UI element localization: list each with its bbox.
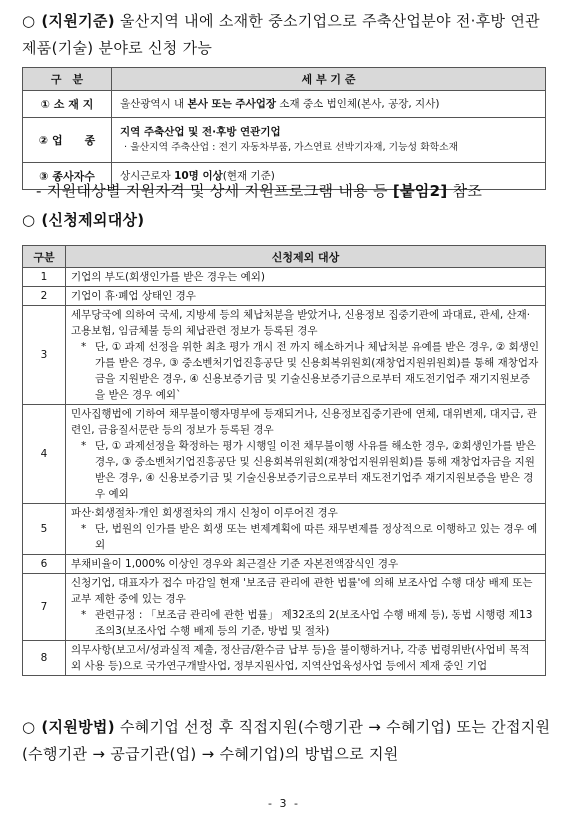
row-note: * 단, ① 과제 선정을 위한 최초 평가 개시 전 까지 해소하거나 체납처분 유예를 받은 경우, ② 회생인가를 받은 경우, ③ 중소벤처기업진흥공단 및 신용회복위원회(재창업지원위원회)를 통해 재창업자금을 지원받은 경우, ④ 신용보증기금 및 기술신용보증기금으로부터 재도전기업주 재기지원보증을 받은 경우 예외` [81, 341, 540, 401]
row-note: * 단, ① 과제선정을 확정하는 평가 시행일 이전 채무불이행 사유를 해소한 경우, ②회생인가를 받은 경우, ③ 중소벤처기업진흥공단 및 신용회복위원회(재창업지원위원회)를 통해 재창업자금을 지원받은 경우, ④ 신용보증기금 및 기술신용보증기금으로부터 재도전기업주 재기지원보증을 받은 경우 예외 [81, 440, 536, 500]
bullet-circle: ○ [22, 211, 36, 229]
row-text: 의무사항(보고서/성과실적 제출, 정산금/환수금 납부 등)을 불이행하거나, 각종 법령위반(사업비 목적 외 사용 등)으로 국가연구개발사업, 정부지원사업, 지역산업육성사업 등에서 제재 중인 기업 [66, 641, 546, 676]
table-row [23, 405, 546, 504]
criteria-sub-note: · 울산지역 주축산업 : 전기 자동차부품, 가스연료 선박기자재, 기능성 화학소재 [124, 142, 459, 153]
table-row [23, 641, 546, 676]
row-number: 8 [23, 641, 66, 676]
criteria-value: 지역 주축산업 및 전·후방 연관기업 · 울산지역 주축산업 : 전기 자동차부품, 가스연료 선박기자재, 기능성 화학소재 [112, 118, 546, 163]
criteria-text: 울산지역 내에 소재한 중소기업으로 주축산업분야 전·후방 연관 제품(기술) 분야로 신청 가능 [22, 12, 540, 57]
exclusion-header-no: 구분 [23, 246, 66, 268]
criteria-table [22, 67, 546, 190]
row-number: 2 [23, 287, 66, 306]
bullet-circle: ○ [22, 718, 36, 736]
row-text: 기업의 부도(회생인가를 받은 경우는 예외) [66, 268, 546, 287]
support-criteria-paragraph [22, 8, 552, 62]
row-text: 세무당국에 의하여 국세, 지방세 등의 체납처분을 받았거나, 신용정보 집중기관에 과대료, 관세, 산재·고용보험, 임금체불 등의 체납관련 정보가 등록된 경우 [71, 309, 531, 337]
exclusion-table [22, 245, 546, 676]
exclusion-title: ○ (신청제외대상) [22, 211, 145, 229]
table-row [23, 306, 546, 405]
reference-line: - 지원대상별 지원자격 및 상세 지원프로그램 내용 등 [붙임2] 참조 [36, 182, 483, 200]
row-note: * 관련규정 : 「보조금 관리에 관한 법률」 제32조의 2(보조사업 수행 배제 등), 동법 시행령 제13조의3(보조사업 수행 배제 등의 기준, 방법 및 절차) [81, 609, 533, 637]
criteria-key: ② 업 종 [23, 118, 112, 163]
row-text: 민사집행법에 기하여 채무불이행자명부에 등재되거나, 신용정보집중기관에 연체, 대위변제, 대지급, 관련인, 금융질서문란 등의 정보가 등록된 경우 [71, 408, 538, 436]
criteria-key: ③ 종사자수 [23, 163, 112, 190]
row-note: * 단, 법원의 인가를 받은 회생 또는 변제계획에 따른 채무변제를 정상적으로 이행하고 있는 경우 예외 [81, 523, 538, 551]
criteria-tag: (지원기준) [41, 12, 115, 30]
criteria-header-detail: 세 부 기 준 [112, 68, 546, 91]
row-text: 파산·회생절차·개인 회생절차의 개시 신청이 이루어진 경우 [71, 507, 338, 519]
row-number: 7 [23, 574, 66, 641]
page-number: - 3 - [268, 797, 300, 810]
exclusion-header-target: 신청제외 대상 [66, 246, 546, 268]
row-number: 3 [23, 306, 66, 405]
row-text: 기업이 휴·폐업 상태인 경우 [66, 287, 546, 306]
support-method-paragraph [22, 714, 552, 768]
method-tag: (지원방법) [41, 718, 115, 736]
row-text: 신청기업, 대표자가 접수 마감일 현재 '보조금 관리에 관한 법률'에 의해 보조사업 수행 대상 배제 또는 교부 제한 중에 있는 경우 [71, 577, 533, 605]
table-row [23, 555, 546, 574]
bullet-circle: ○ [22, 12, 36, 30]
criteria-header-category: 구 분 [23, 68, 112, 91]
table-row [23, 287, 546, 306]
table-row [23, 91, 546, 118]
criteria-value: 상시근로자 10명 이상(현재 기준) [112, 163, 546, 190]
table-row [23, 574, 546, 641]
row-text: 부채비율이 1,000% 이상인 경우와 최근결산 기준 자본전액잠식인 경우 [66, 555, 546, 574]
table-row [23, 118, 546, 163]
table-row [23, 504, 546, 555]
row-number: 4 [23, 405, 66, 504]
row-number: 6 [23, 555, 66, 574]
criteria-value: 울산광역시 내 본사 또는 주사업장 소재 중소 법인체(본사, 공장, 지사) [112, 91, 546, 118]
row-number: 1 [23, 268, 66, 287]
row-number: 5 [23, 504, 66, 555]
criteria-key: ① 소 재 지 [23, 91, 112, 118]
table-row [23, 268, 546, 287]
attachment-ref: [붙임2] [392, 182, 448, 200]
method-text: 수혜기업 선정 후 직접지원(수행기관 → 수혜기업) 또는 간접지원(수행기관 → 공급기관(업) → 수혜기업)의 방법으로 지원 [22, 718, 551, 763]
